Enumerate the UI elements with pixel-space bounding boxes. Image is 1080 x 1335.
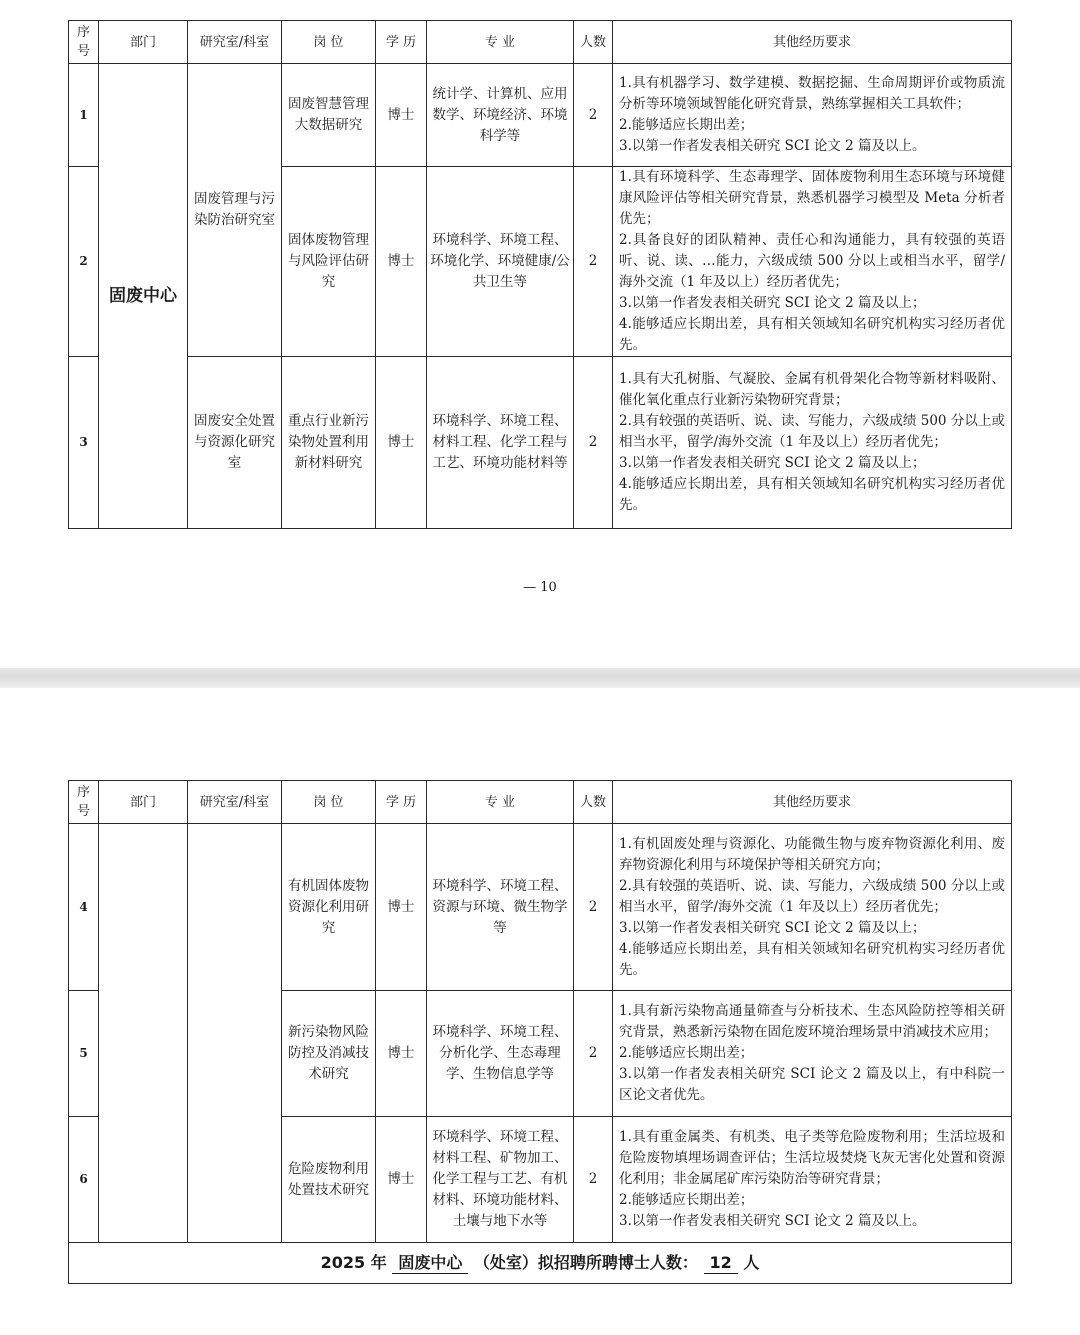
- requirement-line: 3.以第一作者发表相关研究 SCI 论文 2 篇及以上；: [619, 295, 926, 311]
- requirement-line: 1.具有机器学习、数学建模、数据挖掘、生命周期评价或物质流分析等环境领域智能化研究背景，熟练掌握相关工具软件；: [619, 75, 1005, 112]
- requirement-line: 4.能够适应长期出差，具有相关领域知名研究机构实习经历者优先。: [619, 476, 1005, 513]
- requirement-line: 2.能够适应长期出差；: [619, 117, 754, 133]
- degree-cell: 博士: [376, 357, 427, 529]
- post-cell: 固废智慧管理大数据研究: [282, 64, 376, 167]
- summary-unit: 人: [743, 1253, 760, 1272]
- requirement-line: 1.具有重金属类、有机类、电子类等危险废物利用；生活垃圾和危险废物填埋场调查评估；生活垃圾焚烧飞灰无害化处置和资源化利用；非金属尾矿库污染防治等研究背景；: [619, 1129, 1005, 1187]
- post-cell: 重点行业新污染物处置利用新材料研究: [282, 357, 376, 529]
- requirement-line: 4.能够适应长期出差，具有相关领域知名研究机构实习经历者优先。: [619, 316, 1005, 353]
- header-seq: 序号: [69, 781, 99, 824]
- summary-row: [69, 1243, 1012, 1284]
- count-cell: 2: [574, 824, 613, 991]
- degree-cell: 博士: [376, 824, 427, 991]
- recruitment-table-page-1: [68, 20, 1012, 529]
- requirements-cell: [613, 167, 1012, 357]
- header-post: 岗 位: [282, 781, 376, 824]
- header-major: 专 业: [427, 21, 574, 64]
- header-req: 其他经历要求: [613, 781, 1012, 824]
- requirement-line: 3.以第一作者发表相关研究 SCI 论文 2 篇及以上。: [619, 138, 926, 154]
- header-req: 其他经历要求: [613, 21, 1012, 64]
- table-row: [69, 64, 1012, 167]
- lab-cell-empty: [188, 824, 282, 1243]
- degree-cell: 博士: [376, 991, 427, 1117]
- count-cell: 2: [574, 1117, 613, 1243]
- table-row: [69, 824, 1012, 991]
- recruitment-table-page-2: [68, 780, 1012, 1284]
- requirement-line: 1.具有新污染物高通量筛查与分析技术、生态风险防控等相关研究背景，熟悉新污染物在固危废环境治理场景中消减技术应用；: [619, 1003, 1005, 1040]
- degree-cell: 博士: [376, 1117, 427, 1243]
- row-seq: 6: [69, 1117, 99, 1243]
- page-separator: [0, 668, 1080, 688]
- requirements-cell: [613, 991, 1012, 1117]
- requirements-cell: [613, 1117, 1012, 1243]
- major-cell: 环境科学、环境工程、分析化学、生态毒理学、生物信息学等: [427, 991, 574, 1117]
- requirement-line: 3.以第一作者发表相关研究 SCI 论文 2 篇及以上。: [619, 1213, 926, 1229]
- post-cell: 固体废物管理与风险评估研究: [282, 167, 376, 357]
- header-degree: 学 历: [376, 21, 427, 64]
- major-cell: 环境科学、环境工程、资源与环境、微生物学等: [427, 824, 574, 991]
- header-count: 人数: [574, 781, 613, 824]
- lab-cell: 固废安全处置与资源化研究室: [188, 357, 282, 529]
- row-seq: 4: [69, 824, 99, 991]
- count-cell: 2: [574, 167, 613, 357]
- header-lab: 研究室/科室: [188, 781, 282, 824]
- row-seq: 5: [69, 991, 99, 1117]
- header-count: 人数: [574, 21, 613, 64]
- major-cell: 环境科学、环境工程、环境化学、环境健康/公共卫生等: [427, 167, 574, 357]
- summary-office: （处室）拟招聘所聘博士人数：: [473, 1253, 698, 1272]
- header-seq: 序号: [69, 21, 99, 64]
- post-cell: 危险废物利用处置技术研究: [282, 1117, 376, 1243]
- requirement-line: 1.具有环境科学、生态毒理学、固体废物利用生态环境与环境健康风险评估等相关研究背景，熟悉机器学习模型及 Meta 分析者优先；: [619, 169, 1005, 227]
- dept-cell-empty: [99, 824, 188, 1243]
- dept-cell: 固废中心: [99, 64, 188, 529]
- requirements-cell: [613, 64, 1012, 167]
- major-cell: 统计学、计算机、应用数学、环境经济、环境科学等: [427, 64, 574, 167]
- count-cell: 2: [574, 991, 613, 1117]
- summary-cell: [69, 1243, 1012, 1284]
- requirement-line: 2.能够适应长期出差；: [619, 1045, 754, 1061]
- requirement-line: 2.具备良好的团队精神、责任心和沟通能力，具有较强的英语听、说、读、…能力，六级成绩 500 分以上或相当水平，留学/海外交流（1 年及以上）经历者优先；: [619, 232, 1005, 290]
- table-header-row: [69, 21, 1012, 64]
- summary-year: 2025 年: [320, 1253, 387, 1272]
- major-cell: 环境科学、环境工程、材料工程、化学工程与工艺、环境功能材料等: [427, 357, 574, 529]
- row-seq: 2: [69, 167, 99, 357]
- header-major: 专 业: [427, 781, 574, 824]
- requirement-line: 4.能够适应长期出差，具有相关领域知名研究机构实习经历者优先。: [619, 940, 1005, 978]
- header-post: 岗 位: [282, 21, 376, 64]
- count-cell: 2: [574, 357, 613, 529]
- degree-cell: 博士: [376, 167, 427, 357]
- row-seq: 1: [69, 64, 99, 167]
- count-cell: 2: [574, 64, 613, 167]
- requirement-line: 3.以第一作者发表相关研究 SCI 论文 2 篇及以上；: [619, 919, 926, 936]
- requirement-line: 3.以第一作者发表相关研究 SCI 论文 2 篇及以上；: [619, 455, 926, 471]
- post-cell: 新污染物风险防控及消减技术研究: [282, 991, 376, 1117]
- table-row: [69, 357, 1012, 529]
- requirements-cell: [613, 824, 1012, 991]
- page-number: — 10: [523, 580, 557, 595]
- major-cell: 环境科学、环境工程、材料工程、矿物加工、化学工程与工艺、有机材料、环境功能材料、土壤与地下水等: [427, 1117, 574, 1243]
- header-lab: 研究室/科室: [188, 21, 282, 64]
- header-dept: 部门: [99, 781, 188, 824]
- requirements-cell: [613, 357, 1012, 529]
- header-dept: 部门: [99, 21, 188, 64]
- requirement-line: 1.具有大孔树脂、气凝胶、金属有机骨架化合物等新材料吸附、催化氧化重点行业新污染物研究背景；: [619, 371, 1005, 408]
- document-page-2: [0, 688, 1080, 1335]
- requirement-line: 2.具有较强的英语听、说、读、写能力，六级成绩 500 分以上或相当水平，留学/海外交流（1 年及以上）经历者优先；: [619, 413, 1005, 450]
- header-degree: 学 历: [376, 781, 427, 824]
- degree-cell: 博士: [376, 64, 427, 167]
- requirement-line: 3.以第一作者发表相关研究 SCI 论文 2 篇及以上，有中科院一区论文者优先。: [619, 1066, 1005, 1103]
- requirement-line: 1.有机固废处理与资源化、功能微生物与废弃物资源化利用、废弃物资源化利用与环境保护等相关研究方向；: [619, 835, 1005, 873]
- lab-cell: 固废管理与污染防治研究室: [188, 64, 282, 357]
- summary-number: 12: [704, 1253, 738, 1274]
- post-cell: 有机固体废物资源化利用研究: [282, 824, 376, 991]
- requirement-line: 2.具有较强的英语听、说、读、写能力，六级成绩 500 分以上或相当水平，留学/海外交流（1 年及以上）经历者优先；: [619, 877, 1005, 915]
- requirement-line: 2.能够适应长期出差；: [619, 1192, 754, 1208]
- summary-center: 固废中心: [392, 1253, 468, 1274]
- row-seq: 3: [69, 357, 99, 529]
- table-header-row: [69, 781, 1012, 824]
